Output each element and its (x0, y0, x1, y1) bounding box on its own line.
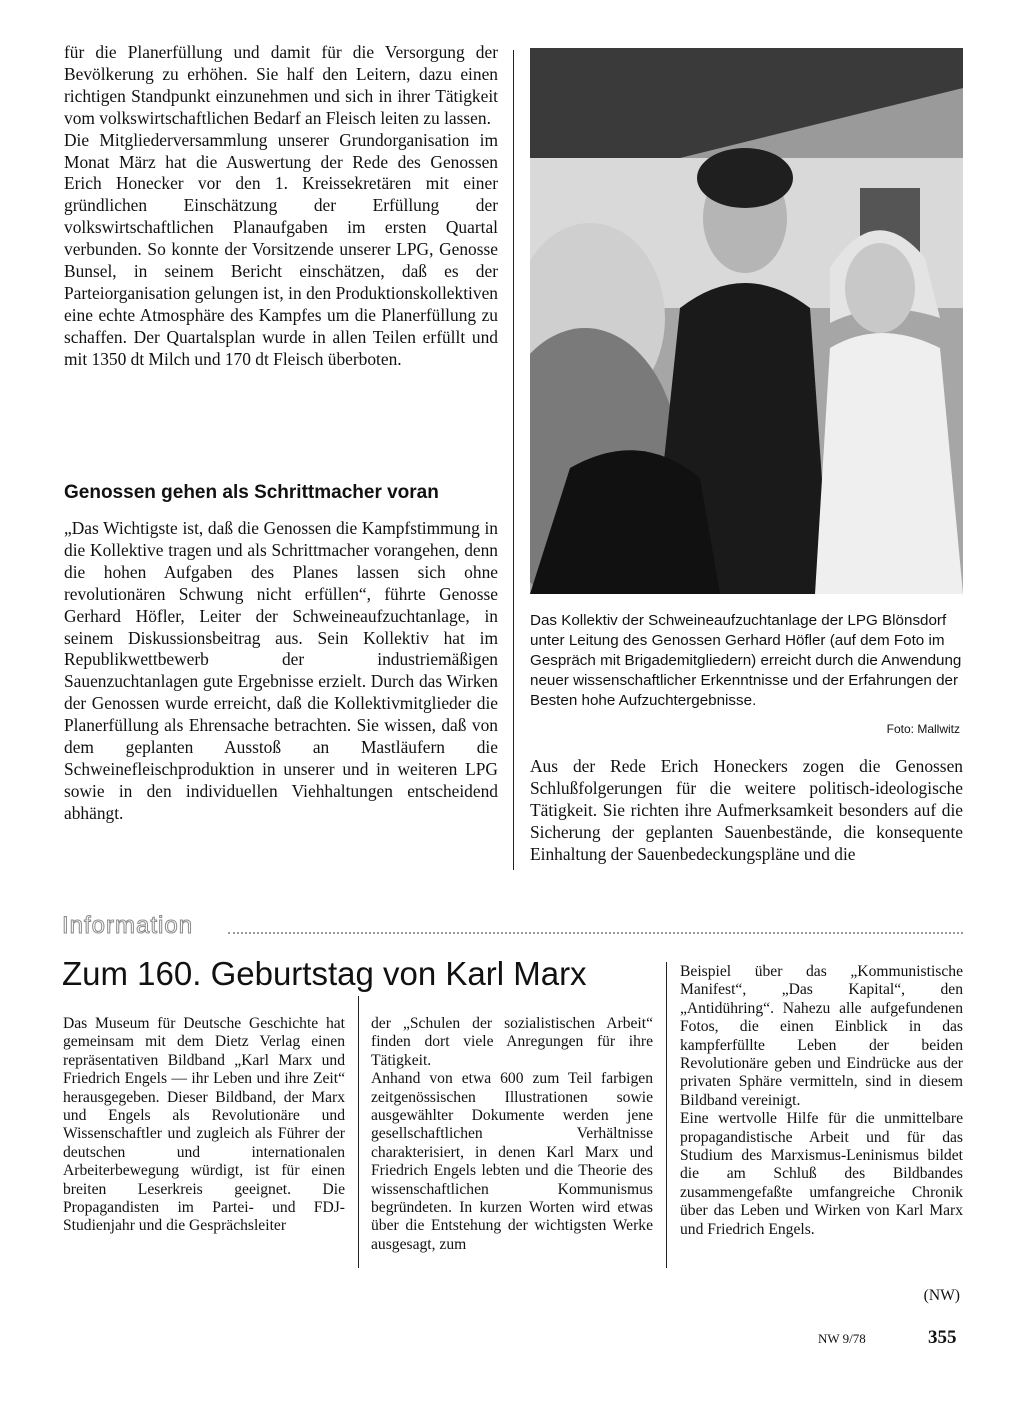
article-photo (530, 48, 963, 594)
column-divider (666, 962, 667, 1268)
information-paragraph: Anhand von etwa 600 zum Teil farbigen zeitgenössischen Illustrationen sowie ausgewählter Dokumente werden jene gesellschaftlichen Verhältnisse charakterisiert, in denen Karl Marx und Friedrich Engels lebten und die Theorie des wissenschaftlichen Kommunismus begründeten. In kurzen Worten wird etwas über die Entstehung der wichtigsten Werke ausgesagt, zum (371, 1070, 653, 1253)
information-dotted-rule (228, 932, 963, 938)
page-number: 355 (928, 1327, 957, 1348)
information-column-3 (680, 963, 963, 1239)
article-paragraph: Die Mitgliederversammlung unserer Grundorganisation im Monat März hat die Auswertung der Rede des Genossen Erich Honecker vor den 1. Kreissekretären mit einer gründlichen Einschätzung der Erfüllung der volkswirtschaftlichen Planaufgaben im ersten Quartal verbunden. So konnte der Vorsitzende unserer LPG, Genosse Bunsel, in seinem Bericht einschätzen, daß es der Parteiorganisation gelungen ist, in den Produktionskollektiven eine echte Atmosphäre des Kampfes um die Planerfüllung zu schaffen. Der Quartalsplan wurde in allen Teilen erfüllt und mit 1350 dt Milch und 170 dt Fleisch überboten. (64, 129, 498, 369)
information-column-2 (371, 1015, 653, 1254)
photo-credit: Foto: Mallwitz (886, 722, 960, 736)
information-paragraph: Beispiel über das „Kommunistische Manifest“, „Das Kapital“, den „Antidühring“. Nahezu alle aufgefundenen Fotos, die einen Einblick in das kampferfüllte Leben der beiden Revolutionäre geben und Eindrücke aus der privaten Sphäre vermitteln, sind in diesem Bildband vereinigt. (680, 963, 963, 1109)
information-column-1 (63, 1015, 345, 1236)
article-paragraph: „Das Wichtigste ist, daß die Genossen die Kampfstimmung in die Kollektive tragen und als Schrittmacher vorangehen, denn die hohen Aufgaben des Planes lassen sich ohne revolutionären Schwung nicht erfüllen“, führte Genosse Gerhard Höfler, Leiter der Schweineaufzuchtanlage, in seinem Diskussionsbeitrag aus. Sein Kollektiv hat im Republikwettbewerb der industriemäßigen Sauenzuchtanlagen gute Ergebnisse erzielt. Durch das Wirken der Genossen wurde erreicht, daß die Kollektivmitglieder die Planerfüllung als Ehrensache betrachten. Sie wissen, daß von dem geplanten Ausstoß an Mastläufern die Schweinefleischproduktion in unserer und in weiteren LPG sowie in den individuellen Viehhaltungen entscheidend abhängt. (64, 518, 498, 823)
information-paragraph: der „Schulen der sozialistischen Arbeit“ finden dort viele Anregungen für ihre Tätigkeit. (371, 1015, 653, 1069)
article-right-column (530, 756, 963, 866)
article-left-column (64, 42, 498, 371)
information-paragraph: Das Museum für Deutsche Geschichte hat gemeinsam mit dem Dietz Verlag einen repräsentativen Bildband „Karl Marx und Friedrich Engels — ihr Leben und ihre Zeit“ herausgegeben. Dieser Bildband, der Marx und Engels als Revolutionäre und Wissenschaftler und zugleich als Führer der deutschen und internationalen Arbeiterbewegung würdigt, ist für einen breiten Leserkreis geeignet. Die Propagandisten im Partei- und FDJ-Studienjahr und die Gesprächsleiter (63, 1015, 345, 1235)
information-paragraph: Eine wertvolle Hilfe für die unmittelbare propagandistische Arbeit und für das Studium des Marxismus-Leninismus bildet die am Schluß des Bildbandes zusammengefaßte umfangreiche Chronik über das Leben und Wirken von Karl Marx und Friedrich Engels. (680, 1110, 963, 1238)
article-left-column-lower (64, 518, 498, 825)
information-headline: Zum 160. Geburtstag von Karl Marx (62, 955, 587, 992)
article-paragraph: für die Planerfüllung und damit für die Versorgung der Bevölkerung zu erhöhen. Sie half den Leitern, dazu einen richtigen Standpunkt einzunehmen und sich in ihrer Tätigkeit vom volkswirtschaftlichen Bedarf an Fleisch leiten zu lassen. (64, 42, 498, 128)
information-label: Information (62, 912, 194, 939)
article-paragraph: Aus der Rede Erich Honeckers zogen die Genossen Schlußfolgerungen für die weitere politisch-ideologische Tätigkeit. Sie richten ihre Aufmerksamkeit besonders auf die Sicherung der geplanten Sauenbestände, die konsequente Einhaltung der Sauenbedeckungspläne und die (530, 756, 963, 864)
column-divider (358, 996, 359, 1268)
issue-label: NW 9/78 (818, 1331, 866, 1346)
photo-caption: Das Kollektiv der Schweineaufzuchtanlage der LPG Blönsdorf unter Leitung des Genossen Gerhard Höfler (auf dem Foto im Gespräch mit Brigademitgliedern) erreicht durch die Anwendung neuer wissenschaftlicher Erkenntnisse und der Erfahrungen der Besten hohe Aufzuchtergebnisse. (530, 612, 962, 709)
column-divider (513, 50, 514, 870)
article-subheading: Genossen gehen als Schrittmacher voran (64, 482, 439, 503)
photo-illustration (530, 48, 963, 594)
information-signature: (NW) (923, 1287, 960, 1304)
